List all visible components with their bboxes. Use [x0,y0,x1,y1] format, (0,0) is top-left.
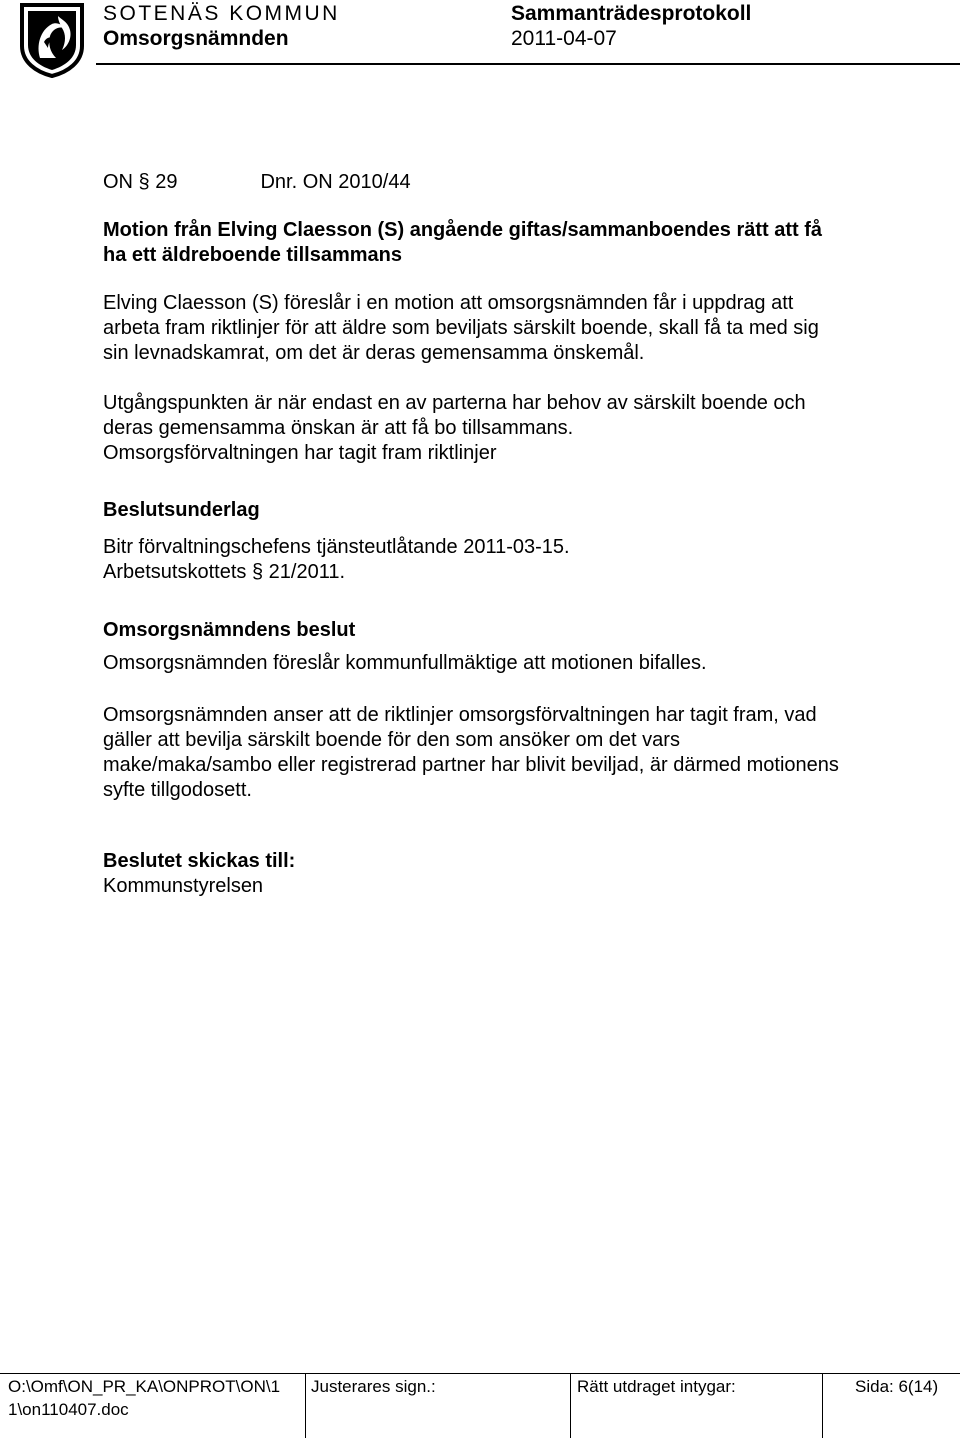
meeting-date: 2011-04-07 [511,27,617,50]
text-line: sin levnadskamrat, om det är deras gemensamma önskemål. [103,342,645,364]
decision-motivation [103,703,839,803]
text-line: Omsorgsförvaltningen har tagit fram riktlinjer [103,442,497,464]
text-line: make/maka/sambo eller registrerad partner har blivit beviljad, är därmed motionens [103,754,839,776]
text-line: syfte tillgodosett. [103,779,252,801]
footer-page-number: Sida: 6(14) [855,1377,939,1396]
footer-ratt-utdraget: Rätt utdraget intygar: [577,1377,736,1396]
recipient: Kommunstyrelsen [103,875,264,897]
underlag-item: Arbetsutskottets § 21/2011. [103,561,346,583]
text-line: gäller att bevilja särskilt boende för den som ansöker om det vars [103,729,680,751]
section-heading-skickas: Beslutet skickas till: [103,850,296,872]
text-line: Omsorgsnämnden anser att de riktlinjer omsorgsförvaltningen har tagit fram, vad [103,704,817,726]
committee-name: Omsorgsnämnden [103,27,289,50]
section-mark: § [251,561,264,583]
header-divider [96,63,960,65]
organization-name: SOTENÄS KOMMUN [103,2,340,25]
text-line: deras gemensamma önskan är att få bo tillsammans. [103,417,574,439]
diary-number: Dnr. ON 2010/44 [260,171,411,193]
section-heading-underlag: Beslutsunderlag [103,499,260,521]
paragraph-number: ON § 29 [103,171,178,193]
document-type: Sammanträdesprotokoll [511,2,752,25]
title-line: ha ett äldreboende tillsammans [103,244,402,266]
footer-file-path: O:\Omf\ON_PR_KA\ONPROT\ON\1 1\on110407.doc [8,1377,281,1419]
decision-text: Omsorgsnämnden föreslår kommunfullmäktige att motionen bifalles. [103,652,707,674]
text-line: Elving Claesson (S) föreslår i en motion att omsorgsnämnden får i uppdrag att [103,292,794,314]
footer-column-divider [822,1374,823,1438]
title-line: Motion från Elving Claesson (S) angående giftas/sammanboendes rätt att få [103,219,823,241]
underlag-list [103,535,570,585]
text-line: Utgångspunkten är när endast en av parterna har behov av särskilt boende och [103,392,806,414]
footer-justerares-sign: Justerares sign.: [311,1377,436,1396]
motion-title [103,218,822,268]
underlag-item: Bitr förvaltningschefens tjänsteutlåtande 2011-03-15. [103,536,570,558]
body-paragraph-background [103,391,806,466]
footer-column-divider [570,1374,571,1438]
text-line: arbeta fram riktlinjer för att äldre som beviljats särskilt boende, skall få ta med sig [103,317,819,339]
body-paragraph-motion [103,291,819,366]
section-heading-beslut: Omsorgsnämndens beslut [103,619,356,641]
paragraph-reference [103,170,411,195]
footer-divider [0,1373,960,1374]
municipality-logo [18,2,86,78]
footer-column-divider [305,1374,306,1438]
